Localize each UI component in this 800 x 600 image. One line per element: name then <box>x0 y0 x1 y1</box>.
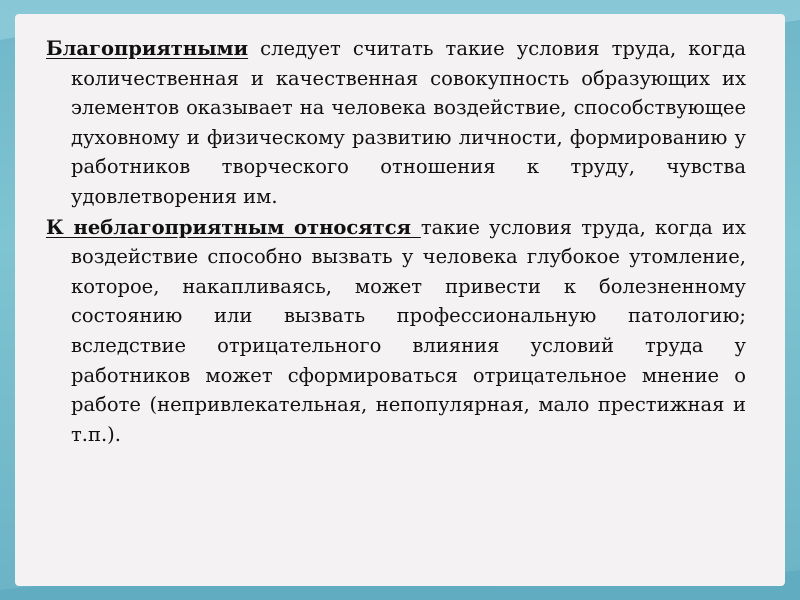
definition-unfavorable: такие условия труда, когда их воздействие способно вызвать у человека глубокое утомление, которое, накапливаясь, может привести к болезненному состоянию или вызвать профессиональную патологию; вследствие отрицательного влияния условий труда у работников может сформироваться отрицательное мнение о работе (непривлекательная, непопулярная, мало престижная и т.п.). <box>71 215 746 446</box>
term-unfavorable: К неблагоприятным относятся <box>46 215 421 239</box>
term-favorable: Благоприятными <box>46 37 249 60</box>
definition-favorable: следует считать такие условия труда, когда количественная и качественная совокупность образующих их элементов оказывает на человека воздействие, способствующее духовному и физическому развитию личности, формированию у работников творческого отношения к труду, чувства удовлетворения им. <box>71 37 746 208</box>
paragraph-favorable <box>46 34 746 212</box>
slide-body <box>46 34 746 450</box>
paragraph-unfavorable <box>46 213 746 450</box>
